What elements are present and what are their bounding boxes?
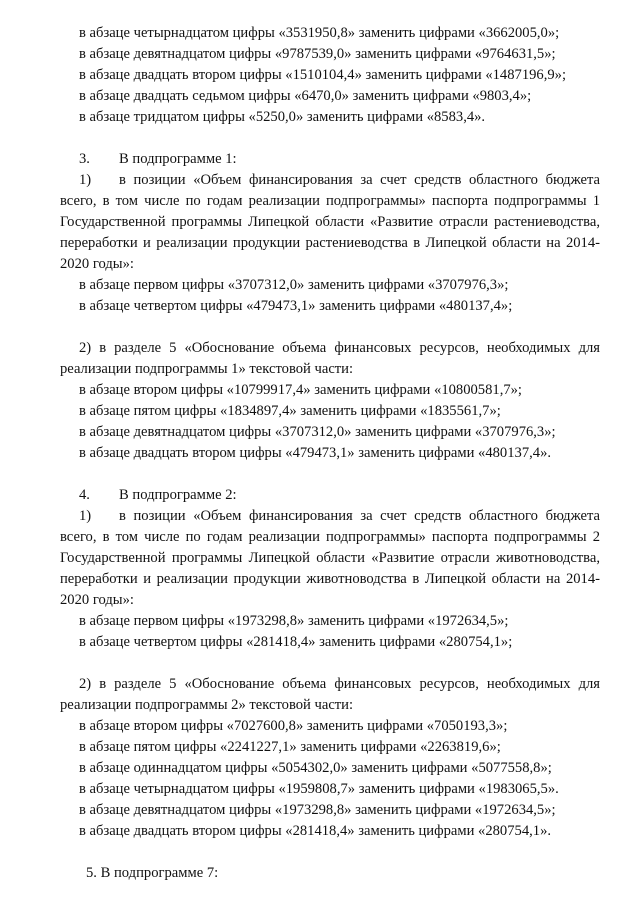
text-line: реализации подпрограммы 1» текстовой части: — [60, 361, 354, 377]
text-line: всего, в том числе по годам реализации подпрограммы» паспорта подпрограммы 2 — [60, 529, 600, 545]
text-line: в абзаце тридцатом цифры «5250,0» заменить цифрами «8583,4». — [79, 109, 486, 125]
text-line: 2020 годы»: — [60, 592, 134, 608]
text-line: всего, в том числе по годам реализации подпрограммы» паспорта подпрограммы 1 — [60, 193, 600, 209]
text-line: в абзаце двадцать втором цифры «479473,1» заменить цифрами «480137,4». — [79, 445, 552, 461]
section-4-heading — [79, 486, 600, 504]
text-line: Государственной программы Липецкой области «Развитие отрасли животноводства, — [60, 550, 600, 566]
item-4-1-first-line — [79, 507, 600, 525]
text-line: реализации подпрограммы 2» текстовой части: — [60, 697, 354, 713]
text-line: в абзаце втором цифры «10799917,4» заменить цифрами «10800581,7»; — [79, 382, 522, 398]
text-line: в абзаце двадцать втором цифры «281418,4» заменить цифрами «280754,1». — [79, 823, 552, 839]
text-line: в абзаце пятом цифры «2241227,1» заменить цифрами «2263819,6»; — [79, 739, 501, 755]
section-5-heading: 5. В подпрограмме 7: — [86, 865, 219, 881]
text-line: в абзаце четвертом цифры «479473,1» заменить цифрами «480137,4»; — [79, 298, 513, 314]
text-line: в абзаце двадцать седьмом цифры «6470,0» заменить цифрами «9803,4»; — [79, 88, 532, 104]
text-line: переработки и реализации продукции растениеводства в Липецкой области на 2014- — [60, 235, 600, 251]
section-3-heading — [79, 150, 600, 168]
item-number: 1) — [79, 172, 92, 188]
text-line: в абзаце четырнадцатом цифры «1959808,7» заменить цифрами «1983065,5». — [79, 781, 559, 797]
item-number: 1) — [79, 508, 92, 524]
section-title: В подпрограмме 2: — [119, 487, 237, 503]
text-line: в абзаце двадцать втором цифры «1510104,4» заменить цифрами «1487196,9»; — [79, 67, 567, 83]
item-text: в позиции «Объем финансирования за счет средств областного бюджета — [119, 508, 600, 524]
text-line: переработки и реализации продукции животноводства в Липецкой области на 2014- — [60, 571, 600, 587]
text-line: 2020 годы»: — [60, 256, 134, 272]
item-4-2-first-line: 2) в разделе 5 «Обоснование объема финансовых ресурсов, необходимых для — [79, 676, 600, 692]
item-3-1-first-line — [79, 171, 600, 189]
section-number: 4. — [79, 487, 90, 503]
text-line: в абзаце девятнадцатом цифры «1973298,8» заменить цифрами «1972634,5»; — [79, 802, 556, 818]
item-3-2-first-line: 2) в разделе 5 «Обоснование объема финансовых ресурсов, необходимых для — [79, 340, 600, 356]
text-line: в абзаце четырнадцатом цифры «3531950,8» заменить цифрами «3662005,0»; — [79, 25, 560, 41]
item-text: в позиции «Объем финансирования за счет средств областного бюджета — [119, 172, 600, 188]
text-line: в абзаце одиннадцатом цифры «5054302,0» заменить цифрами «5077558,8»; — [79, 760, 552, 776]
text-line: в абзаце пятом цифры «1834897,4» заменить цифрами «1835561,7»; — [79, 403, 501, 419]
section-number: 3. — [79, 151, 90, 167]
text-line: в абзаце первом цифры «1973298,8» заменить цифрами «1972634,5»; — [79, 613, 509, 629]
section-title: В подпрограмме 1: — [119, 151, 237, 167]
text-line: в абзаце четвертом цифры «281418,4» заменить цифрами «280754,1»; — [79, 634, 513, 650]
text-line: в абзаце девятнадцатом цифры «3707312,0» заменить цифрами «3707976,3»; — [79, 424, 556, 440]
text-line: в абзаце втором цифры «7027600,8» заменить цифрами «7050193,3»; — [79, 718, 508, 734]
text-line: в абзаце первом цифры «3707312,0» заменить цифрами «3707976,3»; — [79, 277, 509, 293]
text-line: в абзаце девятнадцатом цифры «9787539,0» заменить цифрами «9764631,5»; — [79, 46, 556, 62]
text-line: Государственной программы Липецкой области «Развитие отрасли растениеводства, — [60, 214, 600, 230]
